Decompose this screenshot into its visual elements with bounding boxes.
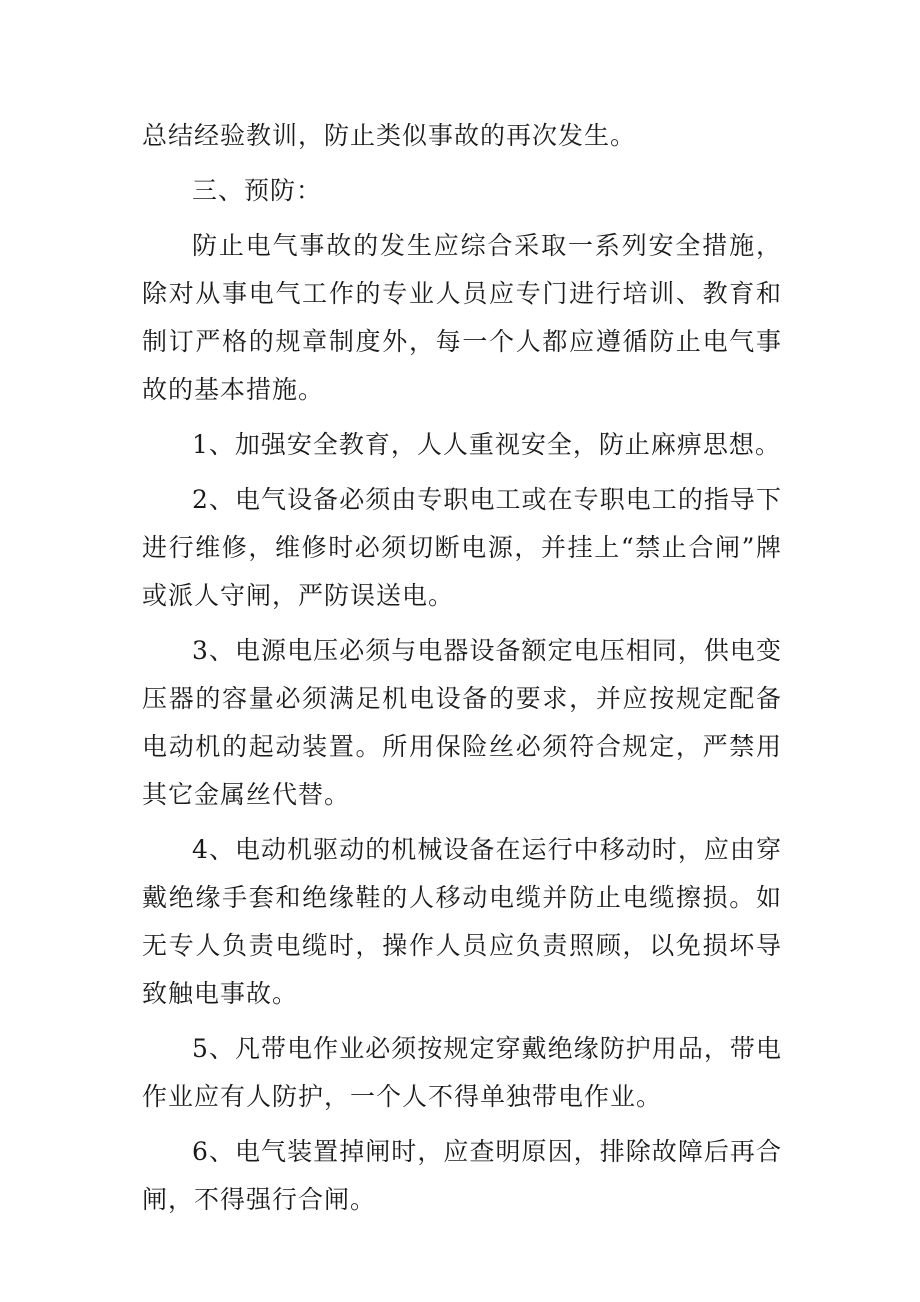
list-item-6: 6、电气装置掉闸时，应查明原因，排除故障后再合闸，不得强行合闸。 [142,1137,782,1214]
list-item-5: 5、凡带电作业必须按规定穿戴绝缘防护用品，带电作业应有人防护，一个人不得单独带电作业。 [142,1034,782,1111]
paragraph-intro: 防止电气事故的发生应综合采取一系列安全措施，除对从事电气工作的专业人员应专门进行培训、教育和制订严格的规章制度外，每一个人都应遵循防止电气事故的基本措施。 [142,231,782,404]
document-body [142,112,782,1231]
paragraph-continuation: 总结经验教训，防止类似事故的再次发生。 [142,121,637,150]
list-item-2: 2、电气设备必须由专职电工或在专职电工的指导下进行维修，维修时必须切断电源，并挂上“禁止合闸”牌或派人守闸，严防误送电。 [142,485,782,610]
list-item-4: 4、电动机驱动的机械设备在运行中移动时，应由穿戴绝缘手套和绝缘鞋的人移动电缆并防止电缆擦损。如无专人负责电缆时，操作人员应负责照顾，以免损坏导致触电事故。 [142,835,782,1008]
list-item-3: 3、电源电压必须与电器设备额定电压相同，供电变压器的容量必须满足机电设备的要求，并应按规定配备电动机的起动装置。所用保险丝必须符合规定，严禁用其它金属丝代替。 [142,636,782,809]
list-item-1: 1、加强安全教育，人人重视安全，防止麻痹思想。 [192,430,781,459]
section-heading-prevention: 三、预防： [192,176,323,205]
